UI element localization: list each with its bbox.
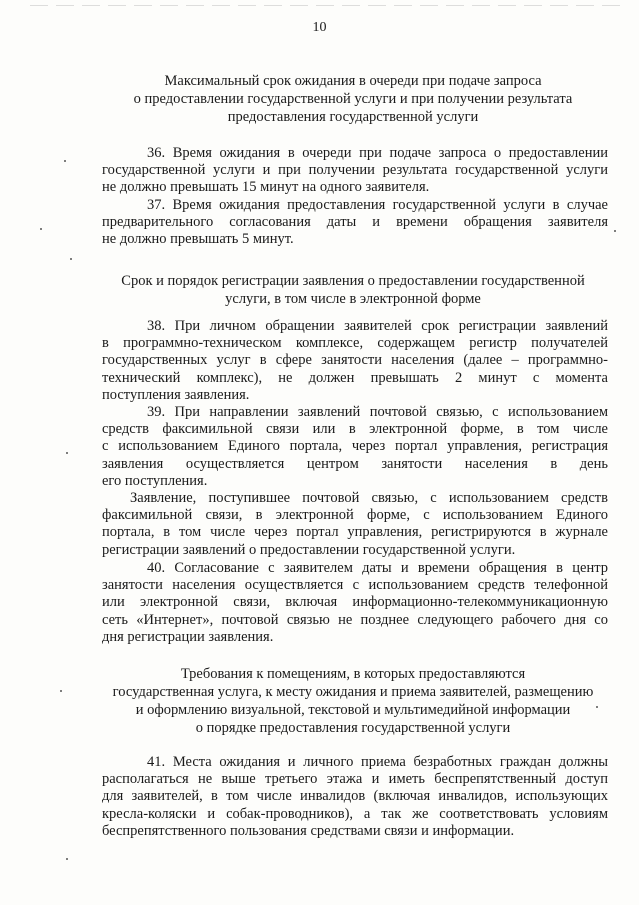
paragraph-40 <box>102 560 608 646</box>
paragraph-line: не должно превышать 5 минут. <box>102 231 294 248</box>
section-heading-registration <box>98 272 608 308</box>
paragraph-line: 41. Места ожидания и личного приема безработных граждан должны <box>147 754 608 770</box>
paragraph-line: факсимильной связи, в электронной форме, с использованием Единого <box>102 507 608 524</box>
paragraph-36 <box>102 145 608 197</box>
paragraph-line: предварительного согласования даты и времени обращения заявителя <box>102 214 608 231</box>
paragraph-41 <box>102 754 608 840</box>
heading-line: Максимальный срок ожидания в очереди при подаче запроса <box>164 73 542 89</box>
paragraph-line: средств факсимильной связи или в электронной форме, в том числе <box>102 421 608 438</box>
paragraph-line: кресла-коляски и собак-проводников), а так же соответствовать условиям <box>102 805 608 822</box>
heading-line: о порядке предоставления государственной услуги <box>195 720 511 736</box>
heading-line: предоставления государственной услуги <box>227 109 479 125</box>
heading-line: услуги, в том числе в электронной форме <box>225 291 481 307</box>
paragraph-line: государственной услуги и при получении результата государственной услуги <box>102 162 608 179</box>
paragraph-line: 40. Согласование с заявителем даты и времени обращения в центр <box>147 560 608 576</box>
paragraph-line: его поступления. <box>102 472 208 489</box>
paragraph-line: технический комплекс), не должен превышать 2 минут с момента <box>102 369 608 386</box>
heading-line: о предоставлении государственной услуги и при получении результата <box>133 91 573 107</box>
scan-speck <box>614 230 616 232</box>
paragraph-line: регистрации заявлений о предоставлении государственной услуги. <box>102 541 516 558</box>
section-heading-premises-requirements <box>98 665 608 737</box>
paragraph-line: для заявителей, в том числе инвалидов (включая инвалидов, использующих <box>102 788 608 805</box>
paragraph-38 <box>102 318 608 404</box>
paragraph-line: беспрепятственного пользования средствами связи и информации. <box>102 822 515 839</box>
paragraph-39-continued <box>102 490 608 559</box>
paragraph-line: с использованием Единого портала, через портал управления, регистрация <box>102 438 608 455</box>
paragraph-line: не должно превышать 15 минут на одного заявителя. <box>102 179 430 196</box>
heading-line: Срок и порядок регистрации заявления о предоставлении государственной <box>121 273 585 289</box>
paragraph-line: 36. Время ожидания в очереди при подаче запроса о предоставлении <box>147 145 608 161</box>
paragraph-39 <box>102 404 608 490</box>
paragraph-37 <box>102 197 608 249</box>
paragraph-line: или электронной связи, включая информационно-телекоммуникационную <box>102 594 608 611</box>
paragraph-line: в программно-техническом комплексе, содержащем регистр получателей <box>102 335 608 352</box>
scan-speck <box>70 258 72 260</box>
paragraph-line: поступления заявления. <box>102 386 250 403</box>
paragraph-line: занятости населения осуществляется с использованием средств телефонной <box>102 577 608 594</box>
section-heading-waiting-time <box>98 72 608 126</box>
paragraph-line: заявления осуществляется центром занятости населения в день <box>102 455 608 472</box>
heading-line: государственная услуга, к месту ожидания и приема заявителей, размещению <box>112 684 594 700</box>
scan-speck <box>40 228 42 230</box>
scan-speck <box>64 160 66 162</box>
paragraph-line: государственных услуг в сфере занятости населения (далее – программно- <box>102 352 608 369</box>
page-number: 10 <box>312 20 327 35</box>
paragraph-line: сеть «Интернет», почтовой связью не позднее следующего рабочего дня со <box>102 611 608 628</box>
paragraph-line: располагаться не выше третьего этажа и иметь беспрепятственный доступ <box>102 771 608 788</box>
paragraph-line: 38. При личном обращении заявителей срок регистрации заявлений <box>147 318 608 334</box>
heading-line: и оформлению визуальной, текстовой и мультимедийной информации <box>135 702 571 718</box>
paragraph-line: дня регистрации заявления. <box>102 628 274 645</box>
paragraph-line: 37. Время ожидания предоставления государственной услуги в случае <box>147 197 608 213</box>
paragraph-line: 39. При направлении заявлений почтовой связью, с использованием <box>147 404 608 420</box>
scan-speck <box>60 690 62 692</box>
paragraph-line: портала, в том числе через портал управления, регистрируются в журнале <box>102 524 608 541</box>
scan-speck <box>596 706 598 708</box>
heading-line: Требования к помещениям, в которых предоставляются <box>180 666 526 682</box>
scan-artifact-line <box>30 5 620 6</box>
scan-speck <box>66 858 68 860</box>
scan-speck <box>66 452 68 454</box>
paragraph-line: Заявление, поступившее почтовой связью, с использованием средств <box>130 490 608 506</box>
